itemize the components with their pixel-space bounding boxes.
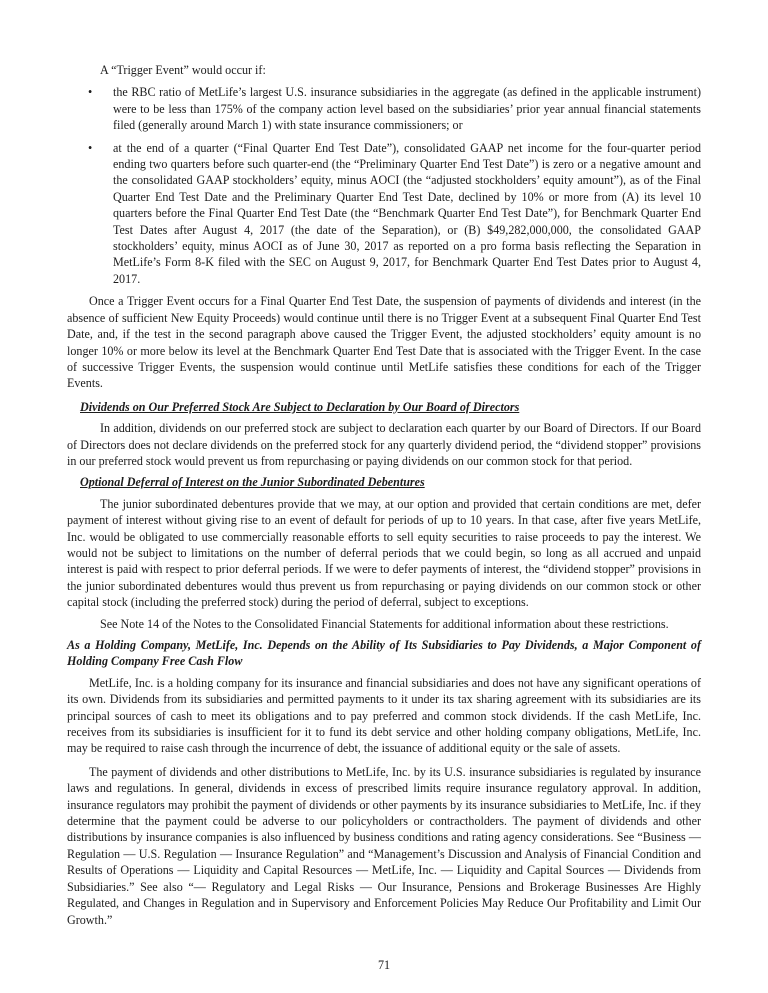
holding-paragraph-1: MetLife, Inc. is a holding company for its insurance and financial subsidiaries and does not have any significant operations of its own. Dividends from its subsidiaries and permitted payments to it under its tax sharing agreement with its subsidiaries are its principal sources of cash to meet its obligations and to pay preferred and common stock dividends. If the cash MetLife, Inc. receives from its subsidiaries is insufficient for it to fund its debt service and other holding company obligations, MetLife, Inc. may be required to raise cash through the incurrence of debt, the issuance of additional equity or the sale of assets. — [67, 675, 701, 756]
bullet-item-rbc — [67, 84, 701, 133]
heading-optional-deferral: Optional Deferral of Interest on the Junior Subordinated Debentures — [80, 475, 425, 490]
note-paragraph: See Note 14 of the Notes to the Consolidated Financial Statements for additional information about these restrictions. — [100, 616, 669, 631]
preferred-paragraph: In addition, dividends on our preferred stock are subject to declaration each quarter by our Board of Directors. If our Board of Directors does not declare dividends on the preferred stock for any quarterly dividend period, the “dividend stopper” provisions in our preferred stock would prevent us from repurchasing or paying dividends on our common stock for that period. — [67, 421, 701, 468]
heading-preferred-dividends: Dividends on Our Preferred Stock Are Subject to Declaration by Our Board of Directors — [80, 399, 520, 414]
holding-paragraph-2: The payment of dividends and other distributions to MetLife, Inc. by its U.S. insurance subsidiaries is regulated by insurance laws and regulations. In general, dividends in excess of prescribed limits require insurance regulatory approval. In addition, insurance regulators may prohibit the payment of dividends or other payments by its insurance subsidiaries to MetLife, Inc. if they determine that the payment could be adverse to our policyholders or contractholders. The payment of dividends and other distributions by insurance companies is also influenced by business conditions and rating agency considerations. See “Business — Regulation — U.S. Regulation — Insurance Regulation” and “Management’s Discussion and Analysis of Financial Condition and Results of Operations — Liquidity and Capital Resources — MetLife, Inc. — Liquidity and Capital Sources — Dividends from Subsidiaries.” See also “— Regulatory and Legal Risks — Our Insurance, Pensions and Brokerage Businesses Are Highly Regulated, and Changes in Regulation and in Supervisory and Enforcement Policies May Reduce Our Profitability and Limit Our Growth.” — [67, 764, 701, 927]
trigger-paragraph: Once a Trigger Event occurs for a Final Quarter End Test Date, the suspension of payments of dividends and interest (in the absence of sufficient New Equity Proceeds) would continue until there is no Trigger Event at a subsequent Final Quarter End Test Date, and, if the test in the second paragraph above caused the Trigger Event, the adjusted stockholders’ equity amount is no longer 10% or more below its level at the Benchmark Quarter End Test Date that is associated with the Trigger Event. In the case of successive Trigger Events, the suspension would continue until MetLife satisfies these conditions for each of the Trigger Events. — [67, 294, 701, 391]
bullet-symbol: • — [88, 85, 93, 100]
document-page — [67, 62, 701, 935]
page-number: 71 — [377, 958, 391, 972]
deferral-paragraph: The junior subordinated debentures provide that we may, at our option and provided that certain conditions are met, defer payment of interest without giving rise to an event of default for periods of up to 10 years. In that case, after five years MetLife, Inc. would be obligated to use commercially reasonable efforts to sell equity securities to raise proceeds to pay the interest. We would not be subject to limitations on the number of deferral periods that we could begin, so long as all accrued and unpaid interest is paid with respect to prior deferral periods. If we were to defer payments of interest, the “dividend stopper” provisions in the junior subordinated debentures would thus prevent us from repurchasing or paying dividends on our common stock or other capital stock (including the preferred stock) during the period of deferral, subject to exceptions. — [67, 496, 701, 610]
heading-holding-company: As a Holding Company, MetLife, Inc. Depends on the Ability of Its Subsidiaries to Pay Dividends, a Major Component of Holding Company Free Cash Flow — [67, 638, 701, 669]
bullet-symbol: • — [88, 140, 93, 155]
bullet-text: the RBC ratio of MetLife’s largest U.S. insurance subsidiaries in the aggregate (as defined in the applicable instrument) were to be less than 175% of the company action level based on the subsidiaries’ prior year annual financial statements filed (generally around March 1) with state insurance commissioners; or — [113, 85, 701, 133]
bullet-item-gaap — [67, 140, 701, 288]
trigger-intro: A “Trigger Event” would occur if: — [100, 63, 266, 77]
bullet-text: at the end of a quarter (“Final Quarter End Test Date”), consolidated GAAP net income for the four-quarter period ending two quarters before such quarter-end (the “Preliminary Quarter End Test Date”) is zero or a negative amount and the consolidated GAAP stockholders’ equity, minus AOCI (the “adjusted stockholders’ equity amount”), as of the Final Quarter End Test Date and the Preliminary Quarter End Test Date, declined by 10% or more from (A) its level 10 quarters before the Final Quarter End Test Date (the “Benchmark Quarter End Test Date”), for Benchmark Quarter End Test Dates after August 4, 2017 (the date of the Separation), or (B) $49,282,000,000, the consolidated GAAP stockholders’ equity, minus AOCI as of June 30, 2017 as reported on a pro forma basis reflecting the Separation in MetLife’s Form 8-K filed with the SEC on August 9, 2017, for Benchmark Quarter End Test Dates prior to August 4, 2017. — [113, 140, 701, 286]
